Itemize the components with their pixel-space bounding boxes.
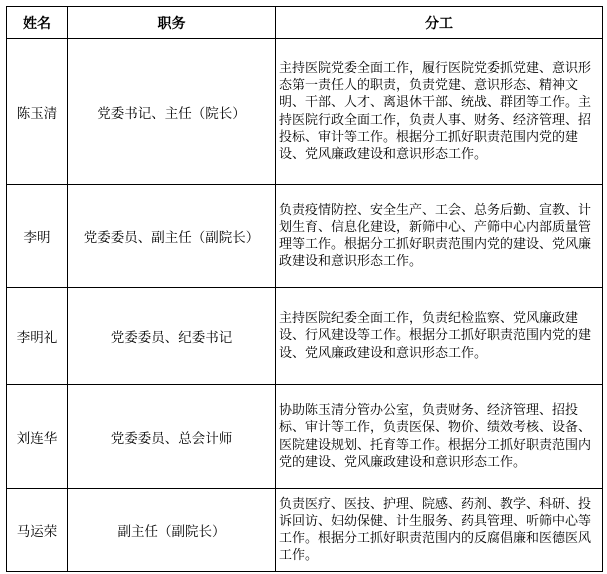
person-role: 党委委员、总会计师 — [68, 385, 276, 489]
person-name: 李明礼 — [7, 288, 68, 385]
table-row — [7, 39, 603, 185]
person-role: 党委委员、副主任（副院长） — [68, 185, 276, 288]
table-row — [7, 185, 603, 288]
header-row — [7, 7, 603, 39]
person-role: 副主任（副院长） — [68, 489, 276, 572]
person-name: 马运荣 — [7, 489, 68, 572]
person-name: 陈玉清 — [7, 39, 68, 185]
table-row — [7, 489, 603, 572]
person-name: 李明 — [7, 185, 68, 288]
header-name: 姓名 — [7, 7, 68, 39]
person-role: 党委书记、主任（院长） — [68, 39, 276, 185]
person-role: 党委委员、纪委书记 — [68, 288, 276, 385]
table-row — [7, 288, 603, 385]
header-duty: 分工 — [276, 7, 603, 39]
person-duty: 主持医院纪委全面工作，负责纪检监察、党风廉政建设、行风建设等工作。根据分工抓好职责范围内党的建设、党风廉政建设和意识形态工作。 — [276, 288, 603, 385]
division-of-duties-table — [6, 6, 603, 572]
table-row — [7, 385, 603, 489]
person-duty: 主持医院党委全面工作，履行医院党委抓党建、意识形态第一责任人的职责，负责党建、意识形态、精神文明、干部、人才、离退休干部、统战、群团等工作。主持医院行政全面工作，负责人事、财务、经济管理、招投标、审计等工作。根据分工抓好职责范围内党的建设、党风廉政建设和意识形态工作。 — [276, 39, 603, 185]
person-duty: 负责医疗、医技、护理、院感、药剂、教学、科研、投诉回访、妇幼保健、计生服务、药具管理、听筛中心等工作。根据分工抓好职责范围内的反腐倡廉和医德医风工作。 — [276, 489, 603, 572]
header-role: 职务 — [68, 7, 276, 39]
person-name: 刘连华 — [7, 385, 68, 489]
person-duty: 协助陈玉清分管办公室，负责财务、经济管理、招投标、审计等工作，负责医保、物价、绩效考核、设备、医院建设规划、托育等工作。根据分工抓好职责范围内党的建设、党风廉政建设和意识形态工作。 — [276, 385, 603, 489]
person-duty: 负责疫情防控、安全生产、工会、总务后勤、宣教、计划生育、信息化建设，新筛中心、产筛中心内部质量管理等工作。根据分工抓好职责范围内党的建设、党风廉政建设和意识形态工作。 — [276, 185, 603, 288]
